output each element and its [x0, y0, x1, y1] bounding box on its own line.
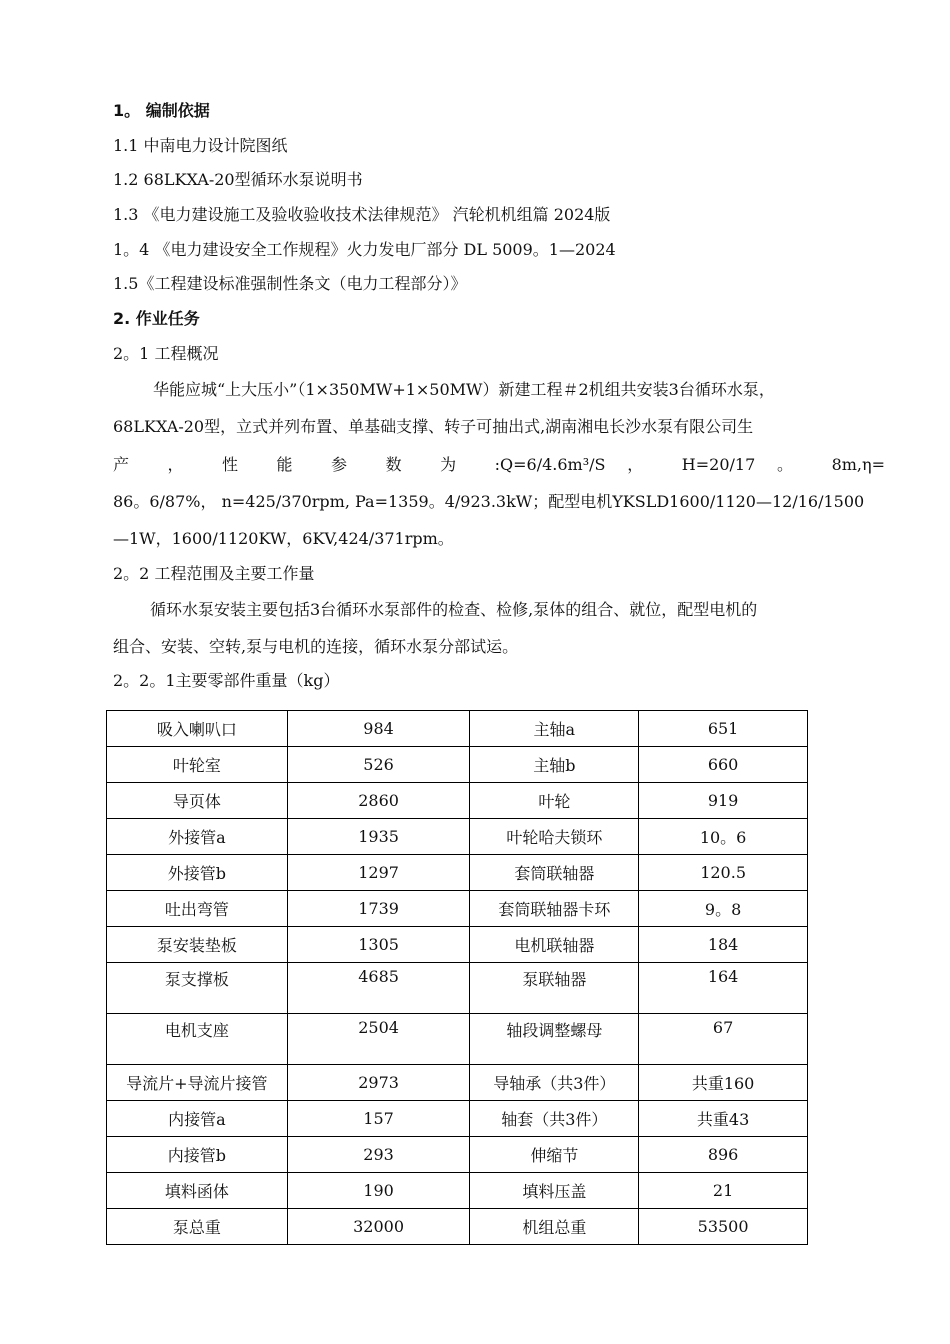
part-name-cell: 泵总重 [107, 1209, 288, 1245]
table-row [107, 1137, 808, 1173]
table-row [107, 927, 808, 963]
section-1-heading: 1。 编制依据 [113, 101, 210, 120]
table-row [107, 891, 808, 927]
section-2-heading: 2. 作业任务 [113, 309, 200, 328]
reference-item: 1.2 68LKXA-20型循环水泵说明书 [113, 170, 363, 189]
part-weight-cell: 4685 [287, 963, 470, 1014]
part-weight-cell: 120.5 [639, 855, 808, 891]
part-weight-cell: 2973 [287, 1065, 470, 1101]
part-name-cell: 填料函体 [107, 1173, 288, 1209]
part-weight-cell: 67 [639, 1014, 808, 1065]
part-name-cell: 套筒联轴器卡环 [470, 891, 639, 927]
table-row [107, 1014, 808, 1065]
reference-item: 1。4 《电力建设安全工作规程》火力发电厂部分 DL 5009。1—2024 [113, 240, 616, 259]
part-weight-cell: 53500 [639, 1209, 808, 1245]
table-row [107, 819, 808, 855]
parts-weight-table [106, 710, 808, 1245]
part-name-cell: 伸缩节 [470, 1137, 639, 1173]
part-weight-cell: 919 [639, 783, 808, 819]
part-weight-cell: 1739 [287, 891, 470, 927]
part-name-cell: 外接管a [107, 819, 288, 855]
part-weight-cell: 1935 [287, 819, 470, 855]
table-row [107, 1209, 808, 1245]
part-weight-cell: 190 [287, 1173, 470, 1209]
part-weight-cell: 1305 [287, 927, 470, 963]
reference-item: 1.5《工程建设标准强制性条文（电力工程部分）》 [113, 274, 467, 293]
part-weight-cell: 157 [287, 1101, 470, 1137]
part-weight-cell: 526 [287, 747, 470, 783]
scope-paragraph-line: 组合、安装、空转,泵与电机的连接，循环水泵分部试运。 [113, 637, 519, 656]
part-weight-cell: 896 [639, 1137, 808, 1173]
part-weight-cell: 共重160 [639, 1065, 808, 1101]
reference-item: 1.1 中南电力设计院图纸 [113, 136, 288, 155]
overview-paragraph-line: 华能应城“上大压小”（1×350MW+1×50MW）新建工程＃2机组共安装3台循环水泵， [153, 380, 775, 399]
part-weight-cell: 2504 [287, 1014, 470, 1065]
overview-paragraph-line: —1W，1600/1120KW，6KV,424/371rpm。 [113, 529, 454, 548]
part-name-cell: 外接管b [107, 855, 288, 891]
part-weight-cell: 2860 [287, 783, 470, 819]
subsection-title: 2。2 工程范围及主要工作量 [113, 564, 315, 583]
table-row [107, 783, 808, 819]
part-name-cell: 泵安装垫板 [107, 927, 288, 963]
part-name-cell: 导流片+导流片接管 [107, 1065, 288, 1101]
overview-paragraph-line: 产 ， 性 能 参 数 为 :Q=6/4.6m³/S ， H=20/17 。 8m,η= [113, 455, 885, 474]
table-row [107, 1101, 808, 1137]
part-name-cell: 主轴a [470, 711, 639, 747]
part-name-cell: 导页体 [107, 783, 288, 819]
scope-paragraph-line: 循环水泵安装主要包括3台循环水泵部件的检查、检修,泵体的组合、就位，配型电机的 [150, 600, 758, 619]
part-weight-cell: 164 [639, 963, 808, 1014]
table-row [107, 711, 808, 747]
part-weight-cell: 184 [639, 927, 808, 963]
part-name-cell: 内接管b [107, 1137, 288, 1173]
reference-item: 1.3 《电力建设施工及验收验收技术法律规范》 汽轮机机组篇 2024版 [113, 205, 611, 224]
part-name-cell: 机组总重 [470, 1209, 639, 1245]
part-name-cell: 叶轮哈夫锁环 [470, 819, 639, 855]
part-weight-cell: 651 [639, 711, 808, 747]
part-weight-cell: 984 [287, 711, 470, 747]
part-name-cell: 主轴b [470, 747, 639, 783]
table-row [107, 963, 808, 1014]
part-name-cell: 轴套（共3件） [470, 1101, 639, 1137]
part-weight-cell: 293 [287, 1137, 470, 1173]
part-name-cell: 电机支座 [107, 1014, 288, 1065]
part-name-cell: 电机联轴器 [470, 927, 639, 963]
part-name-cell: 泵支撑板 [107, 963, 288, 1014]
overview-paragraph-line: 86。6/87%， n=425/370rpm, Pa=1359。4/923.3kW；配型电机YKSLD1600/1120—12/16/1500 [113, 492, 865, 511]
part-name-cell: 吸入喇叭口 [107, 711, 288, 747]
part-name-cell: 叶轮室 [107, 747, 288, 783]
table-row [107, 855, 808, 891]
overview-paragraph-line: 68LKXA-20型，立式并列布置、单基础支撑、转子可抽出式,湖南湘电长沙水泵有限公司生 [113, 417, 754, 436]
part-name-cell: 内接管a [107, 1101, 288, 1137]
part-weight-cell: 32000 [287, 1209, 470, 1245]
table-row [107, 1173, 808, 1209]
part-weight-cell: 660 [639, 747, 808, 783]
part-name-cell: 轴段调整螺母 [470, 1014, 639, 1065]
part-name-cell: 填料压盖 [470, 1173, 639, 1209]
table-row [107, 747, 808, 783]
part-weight-cell: 21 [639, 1173, 808, 1209]
part-name-cell: 泵联轴器 [470, 963, 639, 1014]
part-name-cell: 吐出弯管 [107, 891, 288, 927]
subsection-title: 2。2。1主要零部件重量（kg） [113, 671, 340, 690]
part-weight-cell: 10。6 [639, 819, 808, 855]
part-name-cell: 导轴承（共3件） [470, 1065, 639, 1101]
part-name-cell: 叶轮 [470, 783, 639, 819]
part-weight-cell: 共重43 [639, 1101, 808, 1137]
table-row [107, 1065, 808, 1101]
part-weight-cell: 1297 [287, 855, 470, 891]
subsection-title: 2。1 工程概况 [113, 344, 219, 363]
part-name-cell: 套筒联轴器 [470, 855, 639, 891]
part-weight-cell: 9。8 [639, 891, 808, 927]
